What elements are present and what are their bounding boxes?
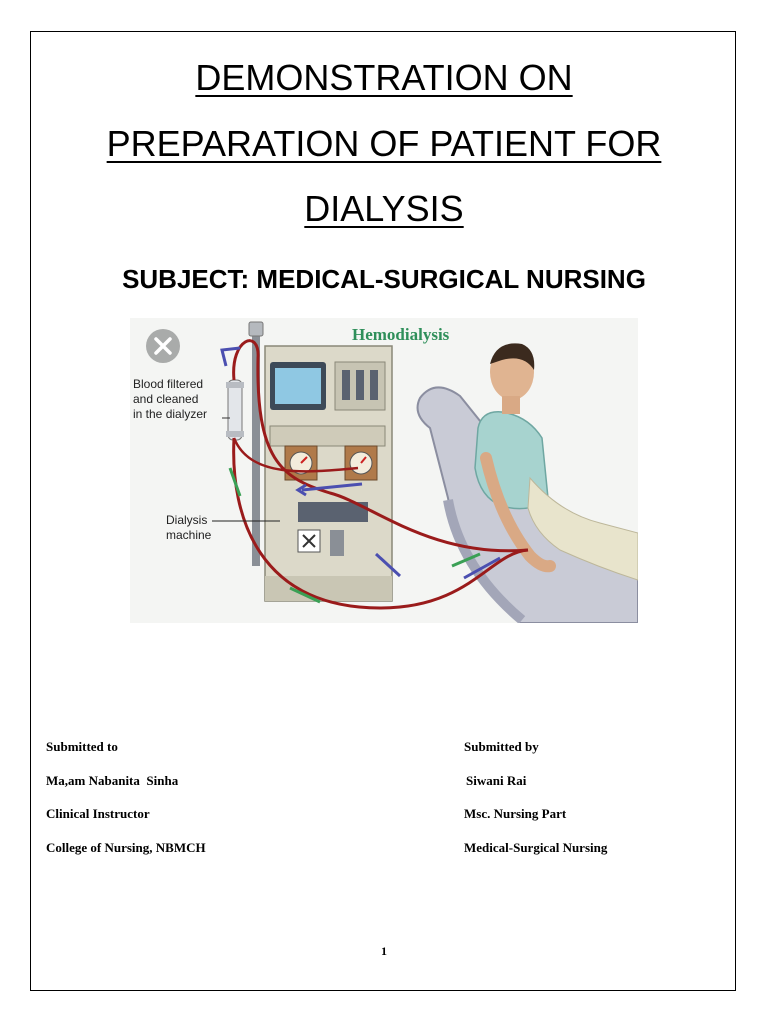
submitted-to-name: Ma,am Nabanita Sinha xyxy=(46,772,179,788)
submitted-by-name: Siwani Rai xyxy=(466,772,527,788)
submitted-by-course: Msc. Nursing Part xyxy=(464,806,567,821)
submitted-to-role: Clinical Instructor xyxy=(46,806,150,821)
close-icon xyxy=(146,329,180,363)
title-line-2: PREPARATION OF PATIENT FOR xyxy=(106,123,662,164)
submitted-by-block xyxy=(464,738,607,872)
dialyzer-label: Blood filtered and cleaned in the dialyzer xyxy=(133,377,208,421)
submitted-to-institution: College of Nursing, NBMCH xyxy=(46,839,206,855)
page-number: 1 xyxy=(381,944,387,958)
submitted-to-block xyxy=(46,738,206,872)
title-line-3: DIALYSIS xyxy=(304,188,464,229)
submitted-by-department: Medical-Surgical Nursing xyxy=(464,839,608,855)
subject-heading: SUBJECT: MEDICAL-SURGICAL NURSING xyxy=(122,264,646,294)
hemodialysis-illustration xyxy=(130,318,638,623)
submitted-by-heading: Submitted by xyxy=(464,739,539,754)
figure-title: Hemodialysis xyxy=(352,325,450,344)
submitted-to-heading: Submitted to xyxy=(46,739,118,754)
title-line-1: DEMONSTRATION ON xyxy=(195,57,573,98)
machine-label: Dialysis machine xyxy=(166,513,212,542)
